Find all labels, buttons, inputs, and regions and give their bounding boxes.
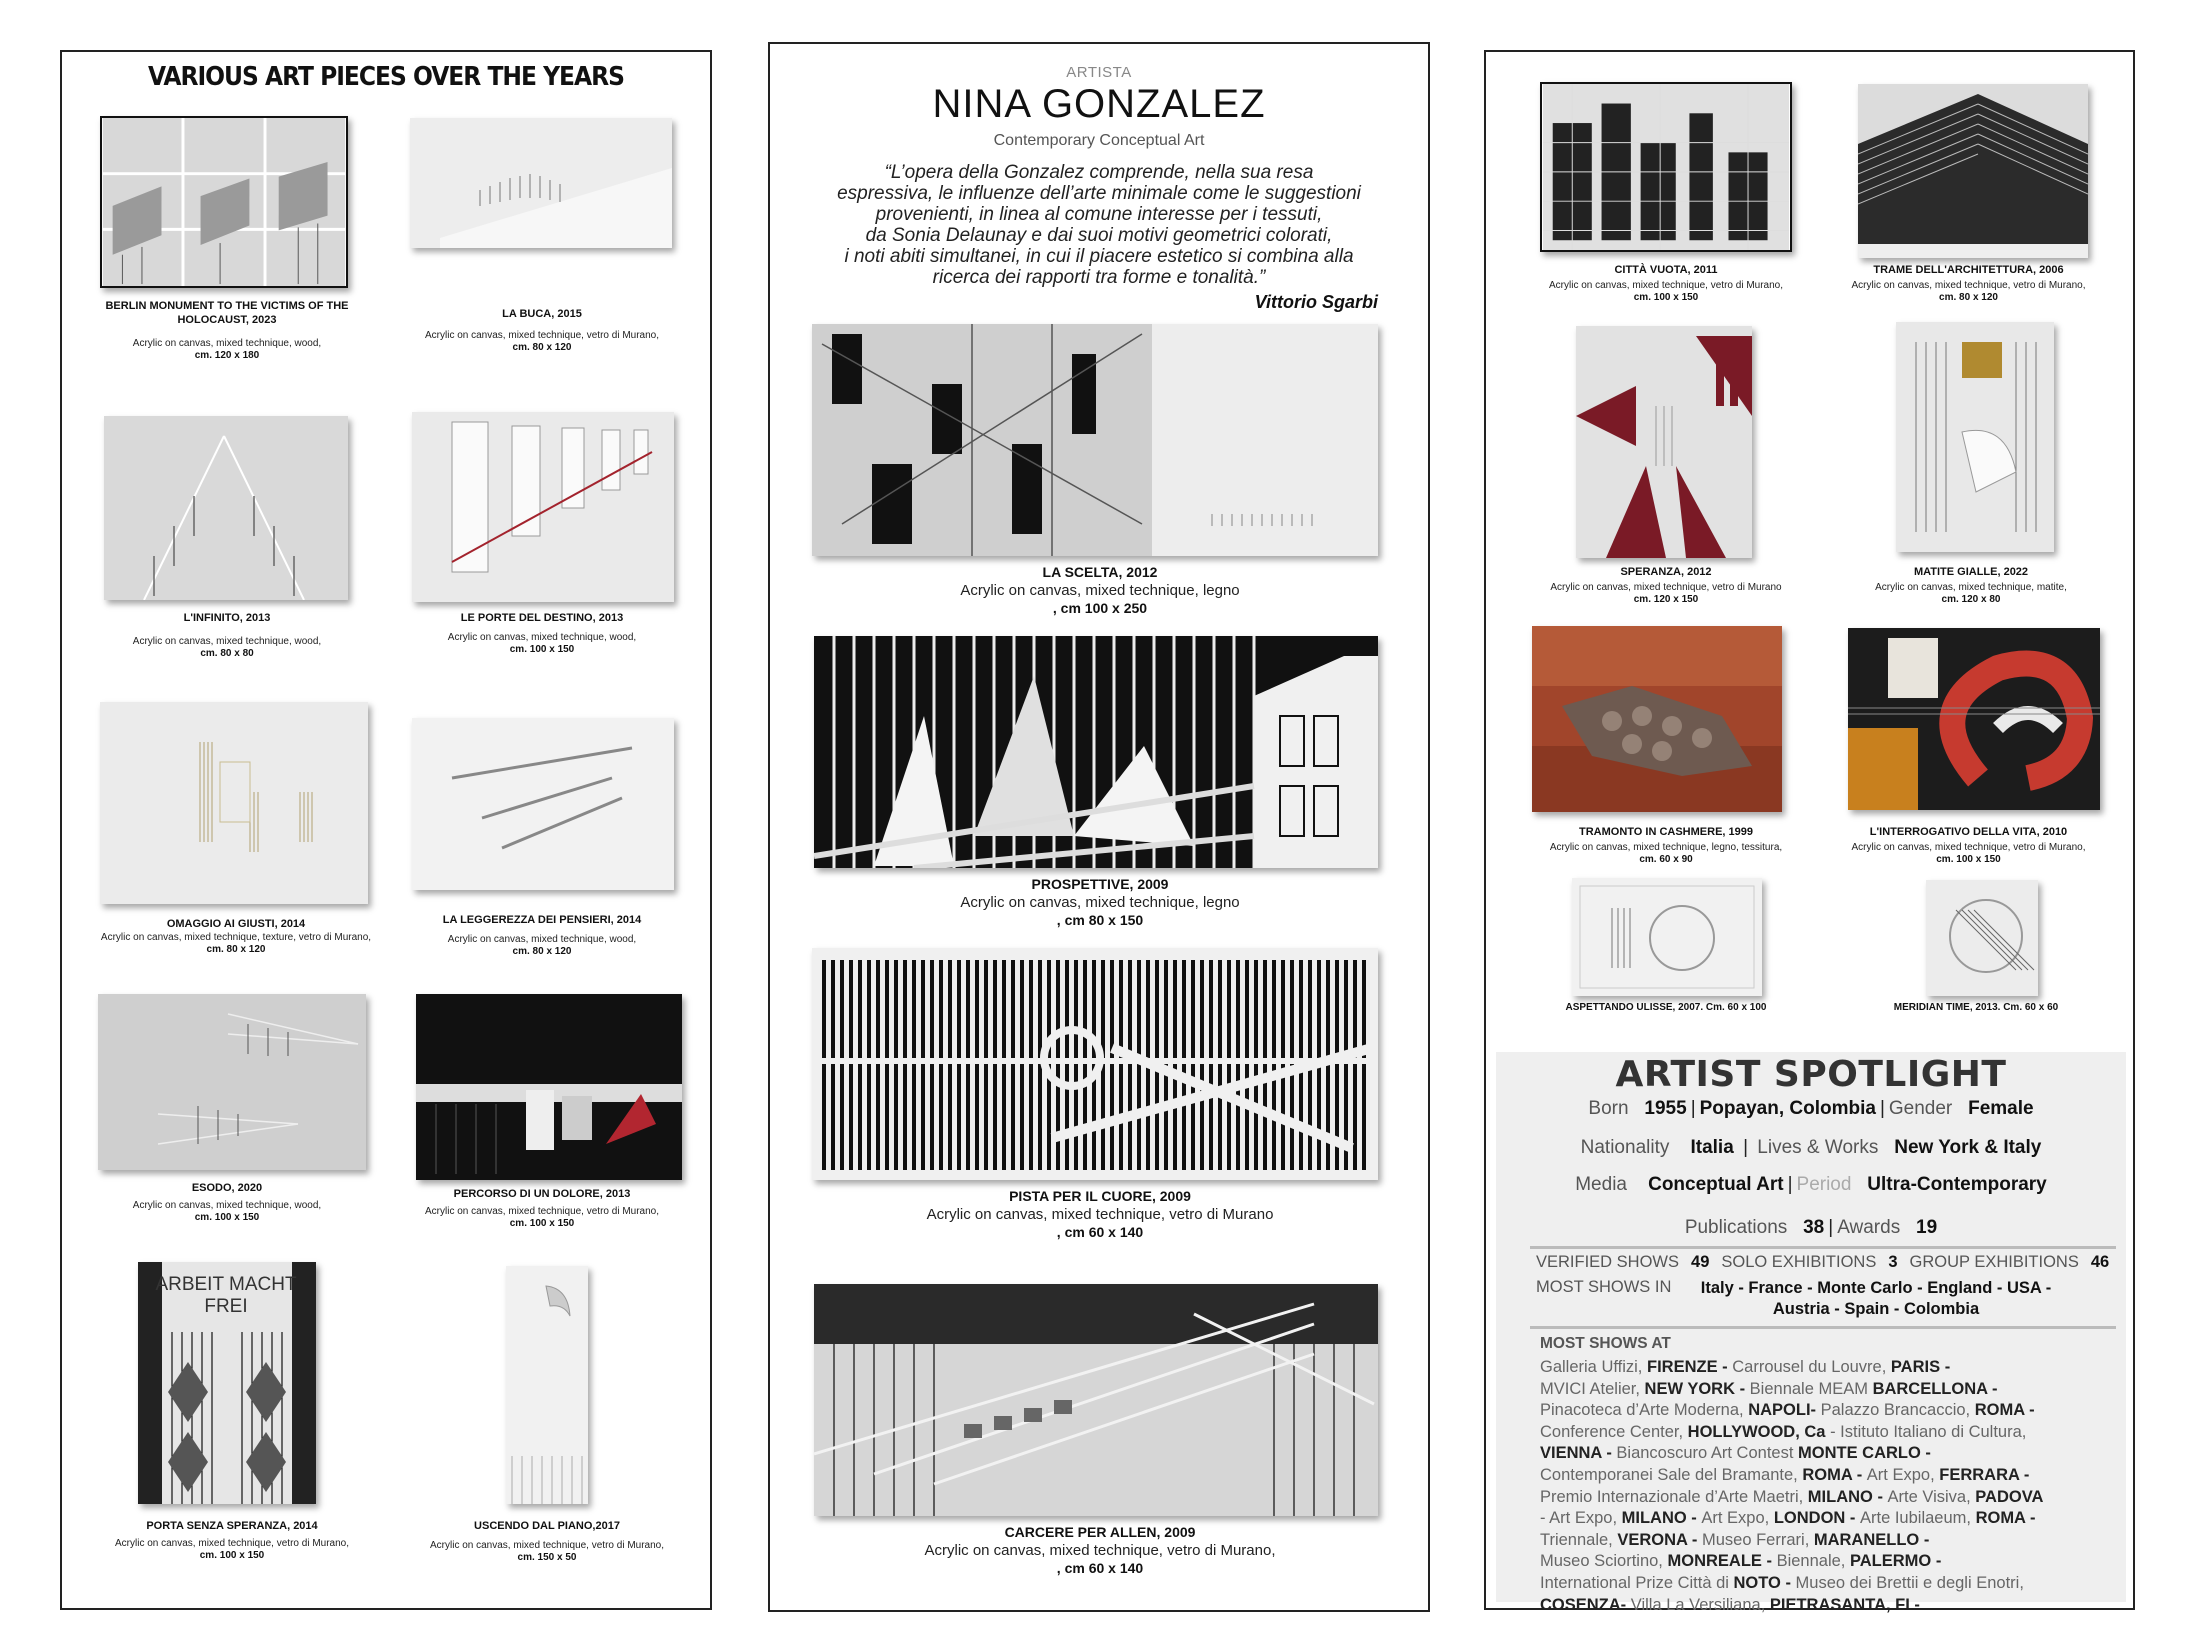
artwork-title: SPERANZA, 2012 [1620, 566, 1712, 578]
publications-label: Publications [1684, 1217, 1788, 1238]
artwork-desc: Acrylic on canvas, mixed technique, vetro di Murano [926, 1205, 1274, 1223]
shows-stats-row [1536, 1253, 2121, 1272]
artwork-title: BERLIN MONUMENT TO THE VICTIMS OF THE HOLOCAUST, 2023 [105, 300, 349, 326]
group-label: GROUP EXHIBITIONS [1909, 1253, 2079, 1271]
publications-row: Publications 38 | Awards 19 [1684, 1217, 1938, 1238]
artwork-size: , cm 60 x 140 [1056, 1224, 1144, 1241]
artwork-desc: Acrylic on canvas, mixed technique, vetro di Murano, [425, 329, 659, 341]
artwork-uscendo-dal-piano [506, 1266, 588, 1504]
panel-art-pieces [60, 50, 712, 1610]
quote-line: provenienti, in linea al comune interesse per i tessuti, [875, 204, 1323, 225]
born-gender-row: Born 1955 | Popayan, Colombia | Gender Female [1588, 1098, 2034, 1119]
artwork-desc: Acrylic on canvas, mixed technique, vetro di Murano [1550, 581, 1782, 593]
artwork-desc: Acrylic on canvas, mixed technique, matite, [1875, 581, 2067, 593]
artwork-percorso-dolore [416, 994, 682, 1180]
artwork-title: CITTÀ VUOTA, 2011 [1614, 264, 1718, 276]
artwork-berlin-monument [100, 116, 348, 288]
quote-line: “L’opera della Gonzalez comprende, nella sua resa [884, 162, 1314, 183]
nationality-row: Nationality Italia | Lives & Works New York & Italy [1580, 1137, 2042, 1158]
artwork-title: PORTA SENZA SPERANZA, 2014 [146, 1520, 318, 1532]
artwork-la-scelta [812, 324, 1378, 556]
divider [1530, 1246, 2116, 1249]
artwork-title: MATITE GIALLE, 2022 [1913, 566, 2029, 578]
artwork-desc: Acrylic on canvas, mixed technique, legno [960, 893, 1240, 911]
artwork-title: MERIDIAN TIME, 2013. Cm. 60 x 60 [1893, 1002, 2059, 1013]
artwork-prospettive [814, 636, 1378, 868]
caption-omaggio [66, 918, 406, 957]
nationality-label: Nationality [1580, 1137, 1670, 1158]
artwork-desc: Acrylic on canvas, mixed technique, vetro di Murano, [1851, 841, 2086, 853]
period-label: Period [1796, 1174, 1852, 1195]
artwork-title: OMAGGIO AI GIUSTI, 2014 [166, 918, 306, 930]
artwork-size: , cm 100 x 250 [1052, 600, 1148, 617]
artwork-speranza [1576, 326, 1752, 558]
artwork-size: , cm 60 x 140 [1056, 1560, 1144, 1577]
artwork-infinito [104, 416, 348, 600]
born-place: Popayan, Colombia [1699, 1098, 1876, 1119]
caption-porta [82, 1520, 382, 1563]
artwork-title: TRAME DELL'ARCHITETTURA, 2006 [1873, 264, 2064, 276]
artist-spotlight [1496, 1052, 2126, 1614]
artwork-size: cm. 80 x 80 [200, 648, 254, 660]
artwork-desc: Acrylic on canvas, mixed technique, legno [960, 581, 1240, 599]
gender-value: Female [1968, 1098, 2034, 1119]
artist-subtitle: Contemporary Conceptual Art [993, 132, 1205, 149]
artist-name: NINA GONZALEZ [932, 82, 1266, 126]
quote-line: espressiva, le influenze dell’arte minimale come le suggestioni [837, 183, 1361, 204]
artwork-leggerezza [412, 718, 674, 890]
caption-meridian [1826, 1002, 2126, 1015]
artwork-desc: Acrylic on canvas, mixed technique, vetro di Murano, [924, 1541, 1276, 1559]
group-value: 46 [2090, 1253, 2110, 1271]
caption-esodo [82, 1182, 372, 1225]
artwork-size: cm. 100 x 150 [199, 1550, 265, 1562]
caption-interrogativo [1806, 826, 2131, 867]
artwork-tramonto-cashmere [1532, 626, 1782, 812]
artwork-size: cm. 100 x 150 [1633, 292, 1699, 304]
artwork-esodo [98, 994, 366, 1170]
artwork-desc: Acrylic on canvas, mixed technique, wood, [447, 631, 637, 643]
artwork-title: LA LEGGEREZZA DEI PENSIERI, 2014 [442, 914, 642, 926]
caption-aspettando [1526, 1002, 1806, 1015]
artwork-size: cm. 120 x 150 [1633, 594, 1699, 606]
artwork-trame-architettura [1858, 84, 2088, 258]
artwork-matite-gialle [1896, 322, 2054, 552]
artwork-meridian-time [1926, 880, 2038, 996]
publications-value: 38 [1803, 1217, 1825, 1238]
artwork-size: cm. 150 x 50 [517, 1552, 577, 1564]
most-shows-in-line: Italy - France - Monte Carlo - England - USA - [1700, 1279, 2052, 1297]
born-year: 1955 [1644, 1098, 1687, 1119]
caption-trame [1806, 264, 2131, 305]
artwork-desc: Acrylic on canvas, mixed technique, vetro di Murano, [115, 1537, 349, 1549]
artwork-desc: Acrylic on canvas, mixed technique, vetro di Murano, [430, 1539, 664, 1551]
solo-value: 3 [1888, 1253, 1898, 1271]
lives-label: Lives & Works [1757, 1137, 1879, 1158]
artwork-size: cm. 100 x 150 [509, 644, 575, 656]
artwork-carcere-per-allen [814, 1284, 1378, 1516]
panel-artist-profile [768, 42, 1430, 1612]
artwork-desc: Acrylic on canvas, mixed technique, vetro di Murano, [425, 1205, 659, 1217]
artwork-desc: Acrylic on canvas, mixed technique, legno, tessitura, [1549, 841, 1783, 853]
solo-label: SOLO EXHIBITIONS [1721, 1253, 1877, 1271]
artwork-title: PROSPETTIVE, 2009 [1031, 876, 1169, 892]
artwork-desc: Acrylic on canvas, mixed technique, wood, [132, 1199, 322, 1211]
caption-speranza [1506, 566, 1826, 607]
artwork-desc: Acrylic on canvas, mixed technique, vetro di Murano, [1851, 279, 2086, 291]
artwork-size: cm. 60 x 90 [1639, 854, 1693, 866]
most-shows-at-list: Galleria Uffizi, FIRENZE - Carrousel du Louvre, PARIS - MVICI Atelier, NEW YORK - Biennale MEAM BARCELLONA - Pinacoteca d’Arte Moderna, NAPOLI- Palazzo Brancaccio, ROMA - Conference Center, HOLLYWOOD, Ca - Istituto Italiano di Cultura, VIENNA - Biancoscuro Art Contest MONTE CARLO - Contemporanei Sale del Bramante, ROMA - Art Expo, FERRARA - Premio Internazionale d’Arte Maetri, MILANO - Arte Visiva, PADOVA - Art Expo, MILANO - Art Expo, LONDON - Arte Iubilaeum, ROMA - Triennale, VERONA - Museo Ferrari, MARANELLO - Museo Sciortino, MONREALE - Biennale, PALERMO - International Prize Città di NOTO - Museo dei Brettii e degli Enotri, COSENZA- Villa La Versiliana, PIETRASANTA, FI - [1540, 1358, 2044, 1614]
media-value: Conceptual Art [1648, 1174, 1784, 1195]
caption-berlin [82, 300, 372, 363]
gender-label: Gender [1888, 1098, 1953, 1119]
artwork-interrogativo-vita [1848, 628, 2100, 810]
section-title: VARIOUS ART PIECES OVER THE YEARS [148, 62, 624, 92]
artwork-title: PISTA PER IL CUORE, 2009 [1009, 1188, 1191, 1204]
artwork-title: LE PORTE DEL DESTINO, 2013 [460, 612, 624, 624]
artwork-size: cm. 120 x 80 [1941, 594, 2001, 606]
artwork-size: cm. 120 x 180 [194, 350, 260, 361]
verified-value: 49 [1691, 1253, 1710, 1271]
media-row: Media Conceptual Art | Period Ultra-Contemporary [1575, 1174, 2047, 1195]
artwork-size: cm. 80 x 120 [206, 944, 266, 956]
caption-porte-destino [392, 612, 692, 657]
artwork-desc: Acrylic on canvas, mixed technique, wood, [132, 635, 322, 647]
born-label: Born [1588, 1098, 1629, 1119]
period-value: Ultra-Contemporary [1867, 1174, 2047, 1195]
most-shows-in-value [1681, 1278, 2071, 1320]
verified-label: VERIFIED SHOWS [1536, 1253, 1680, 1271]
caption-pista [830, 1188, 1370, 1242]
quote-line: i noti abiti simultanei, in cui il piacere estetico si combina alla [844, 246, 1354, 267]
artwork-title: USCENDO DAL PIANO,2017 [474, 1520, 620, 1532]
artwork-title: ASPETTANDO ULISSE, 2007. Cm. 60 x 100 [1565, 1002, 1767, 1013]
artwork-title: PERCORSO DI UN DOLORE, 2013 [453, 1188, 631, 1200]
media-label: Media [1575, 1174, 1627, 1195]
spotlight-title: ARTIST SPOTLIGHT [1615, 1054, 2007, 1095]
artwork-aspettando-ulisse [1572, 878, 1762, 996]
artwork-title: L'INTERROGATIVO DELLA VITA, 2010 [1869, 826, 2068, 838]
caption-prospettive [830, 876, 1370, 930]
artwork-title: ESODO, 2020 [191, 1182, 263, 1194]
artwork-title: LA BUCA, 2015 [502, 308, 582, 320]
artwork-desc: Acrylic on canvas, mixed technique, texture, vetro di Murano, [100, 931, 372, 943]
most-shows-in-line: Austria - Spain - Colombia [1772, 1300, 1980, 1318]
most-shows-in-label: MOST SHOWS IN [1536, 1278, 1672, 1296]
artwork-size: cm. 80 x 120 [512, 946, 572, 958]
caption-tramonto [1506, 826, 1826, 867]
quote-line: da Sonia Delaunay e dai suoi motivi geometrici colorati, [865, 225, 1333, 246]
caption-uscendo [392, 1520, 702, 1565]
artwork-title: TRAMONTO IN CASHMERE, 1999 [1579, 826, 1753, 838]
caption-matite [1816, 566, 2126, 607]
artwork-desc: Acrylic on canvas, mixed technique, wood, [447, 933, 637, 945]
artwork-desc: Acrylic on canvas, mixed technique, wood, [132, 337, 322, 349]
divider [1530, 1326, 2116, 1329]
artwork-size: cm. 80 x 120 [1939, 292, 1998, 304]
artwork-porte-destino [412, 412, 674, 602]
panel-works-and-spotlight [1484, 50, 2135, 1614]
quote-author: Vittorio Sgarbi [1254, 292, 1378, 312]
most-shows-at-label: MOST SHOWS AT [1540, 1335, 1671, 1352]
caption-la-scelta [830, 564, 1370, 618]
nationality-value: Italia [1690, 1137, 1734, 1158]
artwork-size: , cm 80 x 150 [1056, 912, 1144, 929]
caption-percorso [392, 1188, 692, 1231]
artwork-inscription: ARBEIT MACHT FREI [155, 1274, 297, 1317]
caption-carcere [830, 1524, 1370, 1578]
awards-value: 19 [1916, 1217, 1938, 1238]
artwork-pista-per-il-cuore [812, 948, 1378, 1180]
caption-infinito [82, 612, 372, 661]
artwork-citta-vuota [1540, 82, 1792, 252]
caption-leggerezza [392, 914, 692, 959]
artwork-size: cm. 100 x 150 [194, 1212, 260, 1224]
artwork-omaggio-giusti [100, 702, 368, 904]
artwork-size: cm. 80 x 120 [512, 342, 572, 354]
artwork-size: cm. 100 x 150 [1936, 854, 2001, 866]
artwork-la-buca [410, 118, 672, 248]
artwork-desc: Acrylic on canvas, mixed technique, vetro di Murano, [1549, 279, 1783, 291]
lives-value: New York & Italy [1894, 1137, 2042, 1158]
awards-label: Awards [1837, 1217, 1901, 1238]
caption-la-buca [392, 308, 692, 355]
artwork-title: LA SCELTA, 2012 [1042, 564, 1158, 580]
quote-line: ricerca dei rapporti tra forme e tonalità.” [932, 267, 1266, 288]
artwork-title: CARCERE PER ALLEN, 2009 [1004, 1524, 1196, 1540]
quote [790, 162, 1408, 288]
caption-citta-vuota [1506, 264, 1826, 305]
artwork-title: L'INFINITO, 2013 [183, 612, 271, 624]
artist-label: ARTISTA [1066, 64, 1132, 81]
artwork-size: cm. 100 x 150 [509, 1218, 575, 1230]
